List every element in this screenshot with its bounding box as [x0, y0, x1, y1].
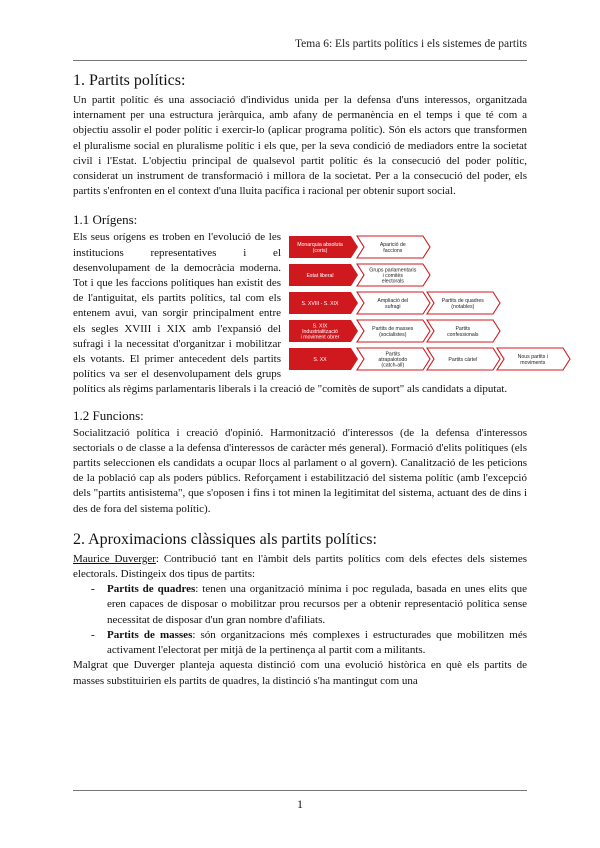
- diagram-row-label: S. XVIII - S. XIX: [301, 301, 339, 308]
- diagram-step-label: Aparició de faccions: [379, 242, 406, 255]
- diagram-step-label: Partits atrapalotodo (catch-all): [378, 351, 408, 370]
- header-rule: [73, 60, 527, 61]
- diagram-row: [289, 292, 500, 314]
- diagram-step-label: Partits càrtel: [448, 357, 478, 364]
- page-content: [73, 71, 548, 689]
- list-item-term: Partits de masses: [107, 628, 193, 641]
- footer-rule: [73, 790, 527, 791]
- list-item-text: : tenen una organització mínima i poc regulada, basada en unes elits que eren capaces de disposar o mobilitzar prou recursos per a obtenir representació política sense necessitat de disposar d'un gran nombre d'afiliats.: [107, 583, 527, 626]
- author-name: Maurice Duverger: [73, 552, 156, 565]
- diagram-step-label: Partits de quadres (notables): [441, 298, 484, 311]
- diagram-step-label: Grups parlamentaris i comitès electorals: [369, 267, 417, 286]
- section-1-1-body: Els seus orígens es troben en l'evolució de les institucions representatives i el desenvolupament de la democràcia moderna. Tot i que les faccions polítiques han existit des de l'antiguitat, els partits polítics, tal com els entenem avui, van sorgir principalment entre els segles XVIII i XIX amb l'expansió del sufragi i la necessitat d'organitzar i mobilitzar els votants. El primer antecedent dels partits polítics va ser el desenvolupament dels grups polítics als règims parlamentaris liberals i la creació de "comitès de suport" als candidats a diputat.: [73, 231, 508, 396]
- section-2-heading: 2. Aproximacions clàssiques als partits polítics:: [73, 530, 377, 548]
- page-header: Tema 6: Els partits polítics i els sistemes de partits: [294, 38, 527, 50]
- section-1-2-body: Socialització política i creació d'opinió. Harmonització d'interessos (de la defensa d'interessos sectorials o de classe a la defensa d'interessos de caràcter més general). Formació d'elits polítiques (els partits seleccionen els candidats a ocupar llocs al parlament o al govern). Canalització de les peticions de la població cap als poders públics. Reforçament i estabilització del sistema polític (amb l'excepció dels "partits antisistema", que s'oposen i fins i tot minen la legitimitat del sistema, actuant des de dins i des de fora del sistema polític).: [73, 426, 527, 515]
- diagram-row-label: S. XX: [313, 357, 327, 364]
- diagram-row-label: Monarquia absoluta (corts): [297, 242, 343, 255]
- diagram-row: [289, 320, 500, 342]
- section-2-intro-text: : Contribució tant en l'àmbit dels partits polítics com dels efectes dels sistemes electorals. Distingeix dos tipus de partits:: [73, 552, 528, 581]
- list-item: [91, 628, 527, 658]
- list-item-term: Partits de quadres: [107, 583, 196, 596]
- diagram-step-label: Nous partits i moviments: [517, 354, 548, 367]
- diagram-row: [289, 236, 430, 258]
- origins-diagram: [287, 232, 548, 372]
- section-2-intro: [73, 552, 527, 582]
- origins-diagram-svg: [287, 232, 548, 372]
- list-item: [91, 582, 527, 628]
- section-1-heading: 1. Partits polítics:: [73, 72, 186, 89]
- diagram-step-label: Partits confessionals: [447, 326, 479, 339]
- diagram-row-label: Estat liberal: [306, 273, 334, 280]
- section-1-1-block: [73, 230, 548, 397]
- section-2-closing: Malgrat que Duverger planteja aquesta distinció com una evolució històrica en què els partits de masses substituirien els partits de quadres, la distinció s'ha mantingut com una: [73, 659, 527, 687]
- section-1-2-heading: 1.2 Funcions:: [73, 407, 144, 423]
- diagram-row: [289, 264, 430, 286]
- diagram-row-label: S. XIX Industrialització i moviment obrer: [300, 323, 340, 342]
- list-item-text: : són organitzacions més complexes i estructurades que mobilitzen més activament l'electorat per mitjà de la pertinença al partit com a militants.: [107, 628, 528, 657]
- page-number: 1: [297, 797, 303, 811]
- diagram-step-label: Partits de masses (socialistes): [372, 326, 414, 339]
- section-1-1-heading: 1.1 Orígens:: [73, 212, 138, 228]
- section-1-body: Un partit polític és una associació d'individus unida per la defensa d'uns interessos, organitzada internament per una estructura jeràrquica, amb afany de permanència en el temps i que té com a objectiu assolir el poder polític i exercir-lo (aplicar programa polític). Són els actors que transformen el pluralisme social en pluralisme polític i els que, per la seva condició de mediadors entre la societat civil i l'Estat. L'objectiu principal de qualsevol partit polític és la consecució del poder polític, considerat un instrument de transformació i millora de la societat. Per a la consecució del poder, els partits s'enfronten en el context d'una lluita pacífica i racional per obtenir suport social.: [73, 94, 527, 198]
- diagram-row: [289, 348, 570, 370]
- party-types-list: [73, 582, 527, 658]
- diagram-step-label: Ampliació del sufragi: [377, 298, 409, 311]
